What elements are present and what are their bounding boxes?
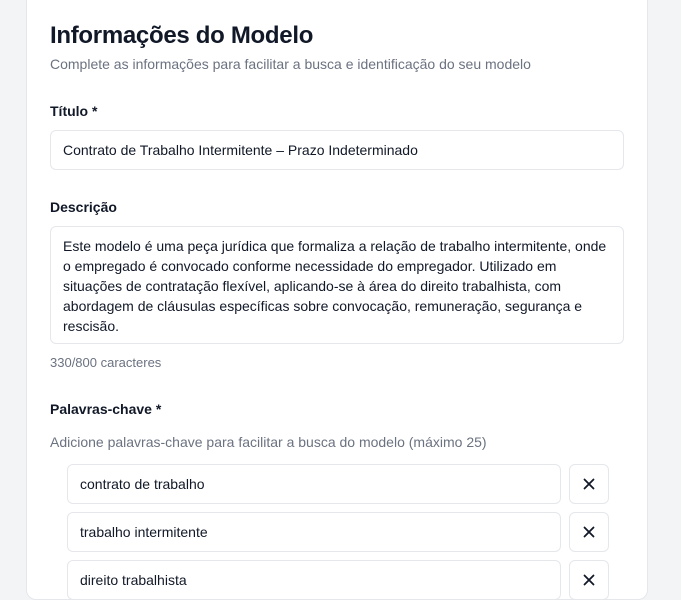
description-textarea[interactable] — [50, 226, 624, 344]
description-char-counter: 330/800 caracteres — [50, 355, 162, 370]
close-icon — [583, 478, 595, 490]
description-label: Descrição — [50, 199, 117, 215]
remove-keyword-button[interactable] — [569, 464, 609, 504]
page-subtitle: Complete as informações para facilitar a busca e identificação do seu modelo — [50, 56, 531, 72]
model-info-card — [26, 0, 648, 600]
title-label: Título * — [50, 103, 98, 119]
keyword-row — [67, 464, 609, 504]
keyword-row — [67, 560, 609, 600]
title-input[interactable] — [50, 130, 624, 170]
remove-keyword-button[interactable] — [569, 560, 609, 600]
close-icon — [583, 526, 595, 538]
keywords-label: Palavras-chave * — [50, 401, 162, 417]
page-title: Informações do Modelo — [50, 22, 314, 49]
remove-keyword-button[interactable] — [569, 512, 609, 552]
keyword-input[interactable] — [67, 512, 561, 552]
keyword-row — [67, 512, 609, 552]
keywords-hint: Adicione palavras-chave para facilitar a busca do modelo (máximo 25) — [50, 434, 487, 450]
keyword-input[interactable] — [67, 464, 561, 504]
close-icon — [583, 574, 595, 586]
keyword-input[interactable] — [67, 560, 561, 600]
